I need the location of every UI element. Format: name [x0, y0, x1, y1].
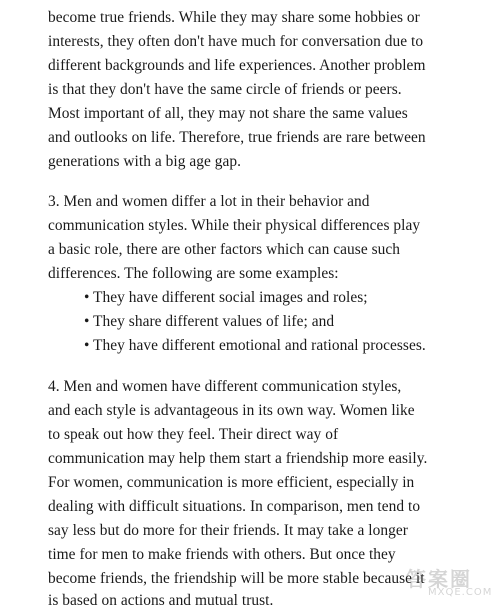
text-line: is that they don't have the same circle of friends or peers. — [48, 81, 402, 98]
text-line: 3. Men and women differ a lot in their behavior and — [48, 193, 370, 210]
text-line: time for men to make friends with others. But once they — [48, 546, 396, 563]
text-line: different backgrounds and life experiences. Another problem — [48, 57, 426, 74]
text-line: say less but do more for their friends. It may take a longer — [48, 522, 408, 539]
text-line: For women, communication is more efficient, especially in — [48, 474, 415, 491]
text-line: to speak out how they feel. Their direct way of — [48, 426, 339, 443]
watermark-text: 答案圈 — [406, 567, 472, 591]
bullet-item: • They share different values of life; and — [84, 313, 335, 330]
text-line: Most important of all, they may not share the same values — [48, 105, 408, 122]
text-line: interests, they often don't have much for conversation due to — [48, 33, 424, 50]
text-line: communication may help them start a friendship more easily. — [48, 450, 428, 467]
watermark-url: MXQE.COM — [428, 587, 493, 598]
text-line: differences. The following are some examples: — [48, 265, 339, 282]
bullet-item: • They have different social images and roles; — [84, 289, 368, 306]
watermark-logo — [402, 563, 494, 601]
text-line: a basic role, there are other factors which can cause such — [48, 241, 401, 258]
text-line: generations with a big age gap. — [48, 153, 242, 170]
text-line: and each style is advantageous in its own way. Women like — [48, 402, 415, 419]
text-line: dealing with difficult situations. In comparison, men tend to — [48, 498, 421, 515]
text-line: become friends, the friendship will be more stable because it — [48, 570, 425, 587]
text-line: communication styles. While their physical differences play — [48, 217, 421, 234]
text-line: and outlooks on life. Therefore, true friends are rare between — [48, 129, 426, 146]
text-line: become true friends. While they may share some hobbies or — [48, 9, 420, 26]
bullet-item: • They have different emotional and rational processes. — [84, 337, 426, 354]
text-line: 4. Men and women have different communication styles, — [48, 378, 402, 395]
text-line: is based on actions and mutual trust. — [48, 592, 274, 609]
